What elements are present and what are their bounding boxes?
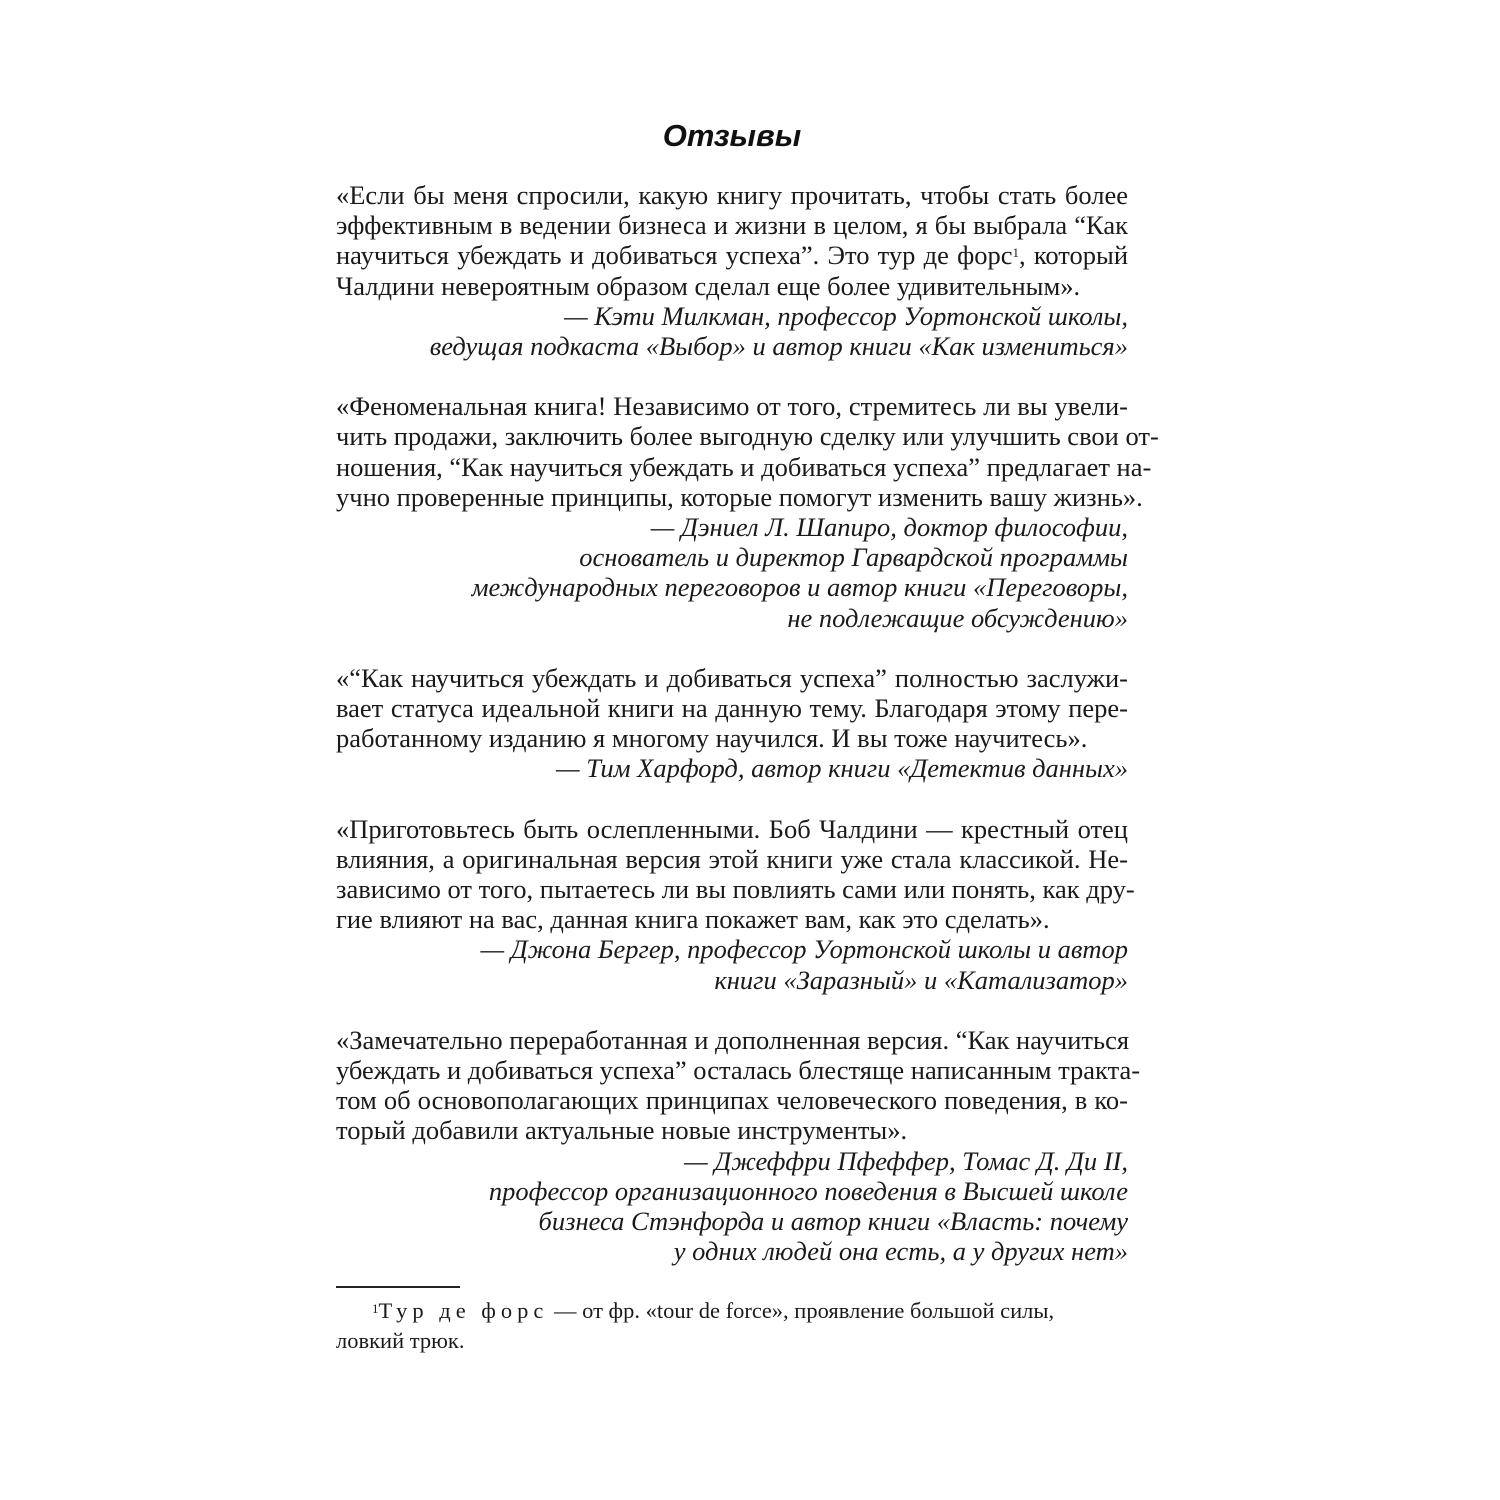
review-quote: «Если бы меня спросили, какую книгу прочитать, чтобы стать более эффективным в ведении бизнеса и жизни в целом, я бы выбрала “Как научиться убеждать и добиваться успеха”. Это тур де форс$^1$, который Чалдини невероятным образом сделал еще более удивительным». xyxy=(336,180,1129,301)
review-2 xyxy=(336,391,1159,633)
review-attribution: — Тим Харфорд, автор книги «Детектив данных» xyxy=(556,753,1128,784)
review-attribution: — Кэти Милкман, профессор Уортонской школы, ведущая подкаста «Выбор» и автор книги «Как измениться» xyxy=(429,300,1128,362)
footnote-number: 1 xyxy=(372,1301,379,1316)
review-1 xyxy=(336,180,1128,361)
review-quote: «“Как научиться убеждать и добиваться успеха” полностью заслужи- вает статуса идеальной книги на данную тему. Благодаря этому пере- работанному изданию я многому научился. И вы тоже научитесь». xyxy=(336,662,1128,754)
review-attribution: — Джона Бергер, профессор Уортонской школы и автор книги «Заразный» и «Катализатор» xyxy=(480,934,1128,995)
review-quote: «Замечательно переработанная и дополненная версия. “Как научиться убеждать и добиваться успеха” осталась блестяще написанным тракта- том об основополагающих принципах человеческого поведения, в ко- торый добавили актуальные новые инструменты». xyxy=(336,1024,1141,1146)
footnote: $^1$Тур де форс — от фр. «tour de force», проявление большой силы, ловкий трюк. xyxy=(336,1298,1055,1353)
review-attribution: — Джеффри Пфеффер, Томас Д. Ди II, профессор организационного поведения в Высшей школе бизнеса Стэнфорда и автор книги «Власть: почему у одних людей она есть, а у других нет» xyxy=(488,1145,1128,1267)
footnote-ref[interactable]: 1 xyxy=(1012,245,1020,261)
footnote-term: Тур де форс xyxy=(378,1298,549,1323)
reviews-body xyxy=(336,180,1159,1297)
review-attribution: — Дэниел Л. Шапиро, доктор философии, основатель и директор Гарвардской программы международных переговоров и автор книги «Переговоры, не подлежащие обсуждению» xyxy=(471,512,1128,633)
review-5 xyxy=(336,1024,1141,1267)
review-quote: «Феноменальная книга! Независимо от того, стремитесь ли вы увели- чить продажи, заключить более выгодную сделку или улучшить свои от- ношения, “Как научиться убеждать и добиваться успеха” предлагает на- учно проверенные принципы, которые помогут изменить вашу жизнь». xyxy=(336,391,1159,512)
page-title: Отзывы xyxy=(662,118,802,153)
review-3 xyxy=(336,663,1128,784)
review-4 xyxy=(336,813,1135,995)
review-quote: «Приготовьтесь быть ослепленными. Боб Чалдини — крестный отец влияния, а оригинальная версия этой книги уже стала классикой. Не- зависимо от того, пытаетесь ли вы повлиять сами или понять, как дру- гие влияют на вас, данная книга покажет вам, как это сделать». xyxy=(336,813,1135,935)
footnote-divider xyxy=(336,1286,460,1288)
